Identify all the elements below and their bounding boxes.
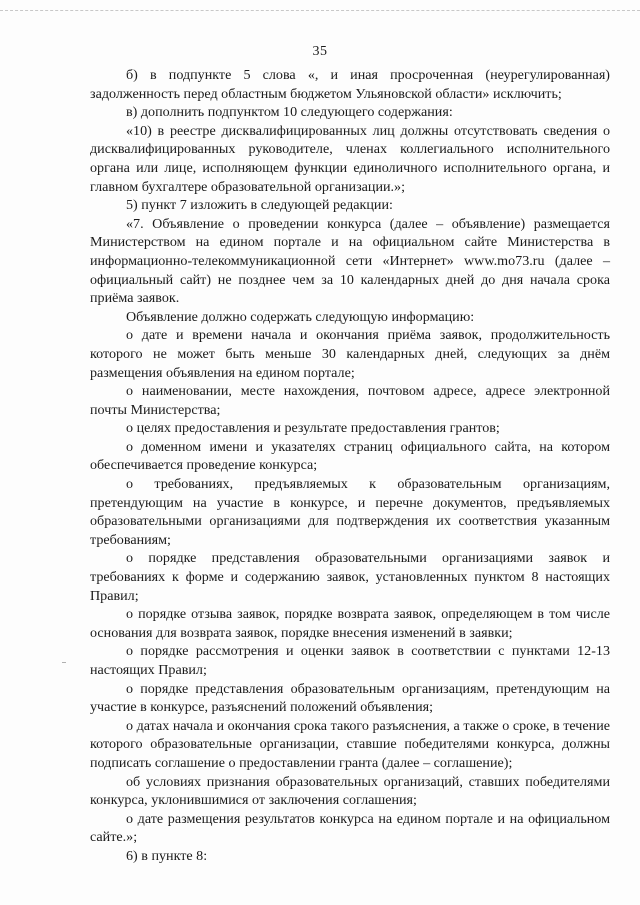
scan-artifact — [62, 662, 66, 663]
paragraph: о порядке представления образовательным организациям, претендующим на участие в конкурсе, разъяснений положений объявления; — [90, 680, 610, 716]
paragraph: о наименовании, месте нахождения, почтовом адресе, адресе электронной почты Министерства; — [90, 383, 610, 418]
paragraph: о доменном имени и указателях страниц официального сайта, на котором обеспечивается проведение конкурса; — [90, 438, 610, 474]
paragraph: о датах начала и окончания срока такого разъяснения, а также о сроке, в течение которого образовательные организации, ставшие победителями конкурса, должны подписать соглашение о предоставлении гранта (далее – соглашение); — [90, 717, 610, 771]
paragraph: о дате и времени начала и окончания приёма заявок, продолжительность которого не может быть меньше 30 календарных дней, следующих за днём размещения объявления на едином портале; — [90, 327, 610, 381]
paragraph: в) дополнить подпунктом 10 следующего содержания: — [126, 104, 453, 121]
paragraph: об условиях признания образовательных организаций, ставших победителями конкурса, уклонившимися от заключения соглашения; — [90, 773, 610, 809]
paragraph: «7. Объявление о проведении конкурса (далее – объявление) размещается Министерством на едином портале и на официальном сайте Министерства в информационно-телекоммуникационной сети «Интернет» www.mo73.ru (далее – официальный сайт) не позднее чем за 10 календарных дней до дня начала срока приёма заявок. — [90, 215, 610, 307]
paragraph: о порядке рассмотрения и оценки заявок в соответствии с пунктами 12-13 настоящих Правил; — [90, 643, 610, 678]
scan-edge-line — [0, 10, 640, 12]
document-body — [90, 66, 610, 866]
paragraph: 6) в пункте 8: — [126, 847, 208, 864]
paragraph: б) в подпункте 5 слова «, и иная просроченная (неурегулированная) задолженность перед областным бюджетом Ульяновской области» исключить; — [90, 67, 610, 102]
paragraph: о порядке представления образовательными организациями заявок и требованиях к форме и содержанию заявок, установленных пунктом 8 настоящих Правил; — [90, 550, 610, 604]
page-number: 35 — [312, 44, 328, 59]
paragraph: о целях предоставления и результате предоставления грантов; — [126, 420, 500, 437]
paragraph: о требованиях, предъявляемых к образовательным организациям, претендующим на участие в конкурсе, и перечне документов, предъявляемых образовательными организациями для подтверждения их соответствия указанным требованиям; — [90, 476, 610, 548]
paragraph: Объявление должно содержать следующую информацию: — [126, 308, 475, 325]
paragraph: о дате размещения результатов конкурса на едином портале и на официальном сайте.»; — [90, 810, 610, 846]
paragraph: «10) в реестре дисквалифицированных лиц должны отсутствовать сведения о дисквалифицированных руководителе, членах коллегиального исполнительного органа или лице, исполняющем функции единоличного исполнительного органа, и главном бухгалтере образовательной организации.»; — [90, 122, 610, 195]
paragraph: 5) пункт 7 изложить в следующей редакции: — [126, 197, 393, 214]
paragraph: о порядке отзыва заявок, порядке возврата заявок, определяющем в том числе основания для возврата заявок, порядке внесения изменений в заявки; — [90, 606, 610, 641]
